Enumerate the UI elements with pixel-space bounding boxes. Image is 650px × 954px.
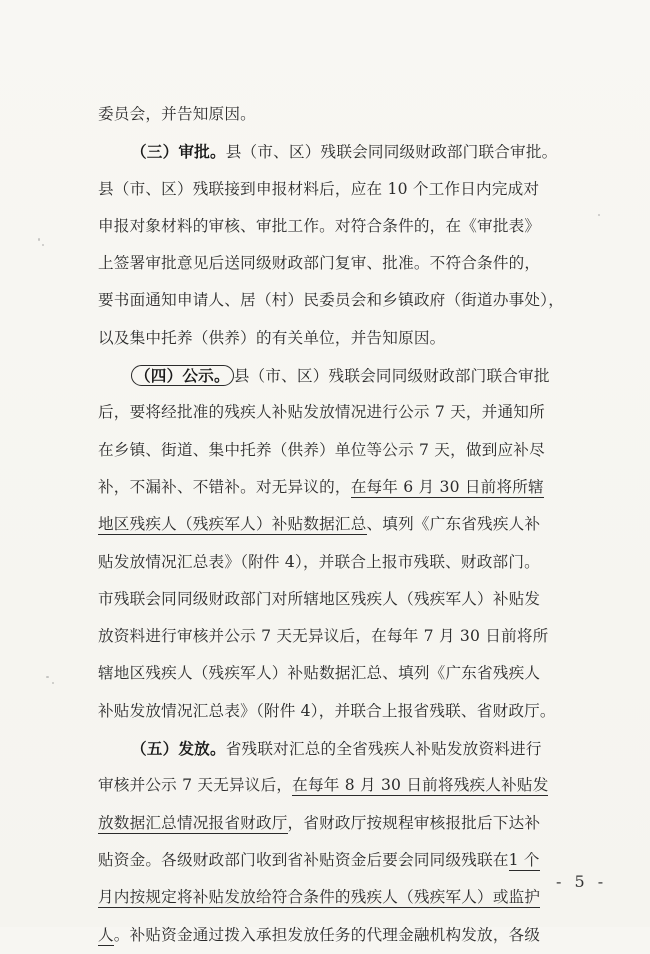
body-text: 辖地区残疾人（残疾军人）补贴数据汇总、填列《广东省残疾人	[98, 664, 541, 683]
body-text: 省残联对汇总的全省残疾人补贴发放资料进行	[225, 740, 542, 759]
text-line	[98, 767, 618, 804]
section-heading: （五）发放。	[131, 739, 226, 759]
body-text: 在乡镇、街道、集中托养（供养）单位等公示 7 天，做到应补尽	[98, 440, 545, 459]
text-line	[98, 581, 618, 618]
scan-speck	[52, 682, 54, 684]
text-line	[98, 842, 618, 879]
text-line	[98, 320, 618, 357]
text-line	[98, 655, 618, 692]
underlined-text: 放数据汇总情况报省财政厅	[98, 813, 288, 832]
scan-speck	[46, 676, 49, 678]
text-line	[98, 879, 618, 916]
body-text: 上签署审批意见后送同级财政部门复审、批准。不符合条件的，	[98, 254, 541, 273]
body-text: 县（市、区）残联会同同级财政部门联合审批	[233, 367, 550, 386]
text-line	[98, 917, 618, 954]
body-text: 县（市、区）残联会同同级财政部门联合审批。	[225, 143, 558, 162]
body-text: 。补贴资金通过拨入承担发放任务的代理金融机构发放，各级	[113, 925, 541, 944]
body-text: 委员会，并告知原因。	[98, 105, 256, 123]
text-line	[98, 133, 618, 170]
text-line	[98, 469, 618, 506]
body-text: 后，要将经批准的残疾人补贴发放情况进行公示 7 天，并通知所	[98, 403, 545, 422]
document-body	[98, 96, 618, 954]
body-text: 以及集中托养（供养）的有关单位，并告知原因。	[98, 328, 446, 347]
scan-speck	[38, 238, 40, 241]
body-text: 补贴发放情况汇总表》（附件 4），并联合上报省残联、省财政厅。	[98, 701, 556, 720]
text-line	[98, 208, 618, 245]
body-text: 贴发放情况汇总表》（附件 4），并联合上报市残联、财政部门。	[98, 552, 540, 571]
page-number: - 5 -	[556, 872, 608, 891]
text-line	[98, 693, 618, 730]
underlined-text: 在每年 8 月 30 日前将残疾人补贴发	[292, 776, 549, 795]
scan-speck	[598, 214, 600, 216]
section-heading: （四）公示。	[131, 365, 234, 386]
text-line	[98, 618, 618, 655]
body-text: 市残联会同同级财政部门对所辖地区残疾人（残疾军人）补贴发	[98, 589, 541, 608]
text-line	[98, 171, 618, 208]
body-text: 放资料进行审核并公示 7 天无异议后，在每年 7 月 30 日前将所	[98, 627, 549, 646]
underlined-text: 在每年 6 月 30 日前将所辖	[350, 477, 544, 496]
text-line	[98, 506, 618, 543]
text-line	[98, 544, 618, 581]
text-line	[98, 394, 618, 431]
text-line	[98, 730, 618, 767]
body-text: 审核并公示 7 天无异议后，	[98, 776, 293, 795]
body-text: 申报对象材料的审核、审批工作。对符合条件的，在《审批表》	[98, 216, 541, 235]
text-line	[98, 96, 618, 133]
text-line	[98, 357, 618, 394]
body-text: 县（市、区）残联接到申报材料后，应在 10 个工作日内完成对	[98, 179, 540, 198]
text-line	[98, 282, 618, 319]
text-line	[98, 245, 618, 282]
body-text: 贴资金。各级财政部门收到省补贴资金后要会同同级残联在	[98, 850, 509, 869]
text-line	[98, 805, 618, 842]
body-text: 要书面通知申请人、居（村）民委员会和乡镇政府（街道办事处），	[98, 291, 565, 310]
scan-speck	[42, 244, 44, 246]
underlined-text: 地区残疾人（残疾军人）补贴数据汇总	[98, 515, 367, 534]
underlined-text: 月内按规定将补贴发放给符合条件的残疾人（残疾军人）或监护	[98, 888, 541, 907]
text-line	[98, 432, 618, 469]
body-text: 、填列《广东省残疾人补	[366, 515, 541, 534]
underlined-text: 1 个	[508, 850, 540, 869]
body-text: 补，不漏补、不错补。对无异议的，	[98, 477, 351, 496]
underlined-text: 人	[98, 925, 114, 944]
body-text: ，省财政厅按规程审核报批后下达补	[287, 813, 541, 832]
section-heading: （三）审批。	[131, 142, 226, 162]
